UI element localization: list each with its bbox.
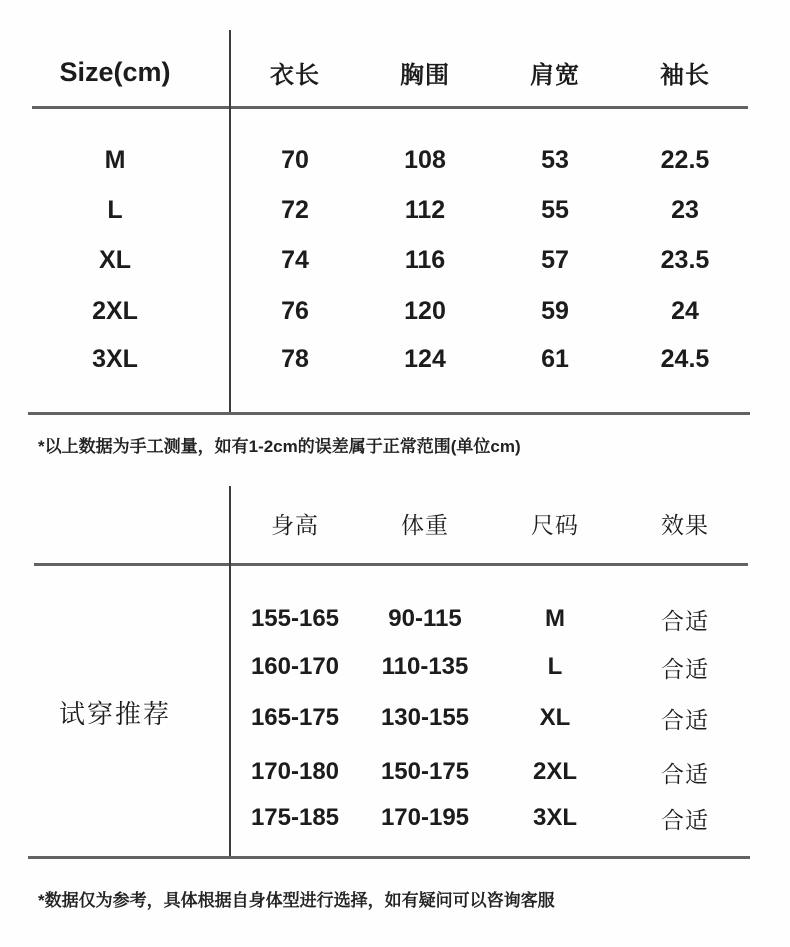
cell-sleeve: 24.5 bbox=[660, 344, 710, 373]
fit-table-header-row bbox=[0, 498, 750, 548]
cell-shoulder: 59 bbox=[541, 296, 569, 325]
table-row bbox=[0, 693, 750, 743]
cell-garment-length: 76 bbox=[281, 296, 309, 325]
cell-sleeve: 23.5 bbox=[660, 245, 710, 274]
cell-size: 2XL bbox=[532, 758, 577, 785]
column-header-effect: 效果 bbox=[661, 511, 709, 538]
cell-effect: 合适 bbox=[661, 706, 709, 733]
table-row bbox=[0, 793, 750, 843]
cell-size: M bbox=[545, 605, 565, 632]
cell-shoulder: 61 bbox=[541, 344, 569, 373]
size-label: XL bbox=[99, 245, 131, 274]
cell-chest: 116 bbox=[404, 245, 446, 274]
table-row bbox=[0, 135, 750, 185]
table-row bbox=[0, 334, 750, 384]
cell-sleeve: 24 bbox=[671, 296, 699, 325]
cell-garment-length: 72 bbox=[281, 195, 309, 224]
cell-shoulder: 53 bbox=[541, 145, 569, 174]
cell-size: 3XL bbox=[532, 804, 577, 831]
cell-garment-length: 70 bbox=[281, 145, 309, 174]
table-row bbox=[0, 235, 750, 285]
cell-size: XL bbox=[539, 704, 571, 731]
cell-weight-range: 90-115 bbox=[388, 605, 462, 632]
cell-height-range: 170-180 bbox=[250, 758, 340, 785]
cell-garment-length: 74 bbox=[281, 245, 309, 274]
size-label: L bbox=[107, 195, 123, 224]
cell-sleeve: 23 bbox=[671, 195, 699, 224]
cell-size: L bbox=[547, 653, 563, 680]
fit-table-row-label: 试穿推荐 bbox=[58, 698, 171, 729]
size-table-header-row bbox=[0, 47, 750, 97]
cell-height-range: 155-165 bbox=[250, 605, 340, 632]
cell-shoulder: 57 bbox=[541, 245, 569, 274]
table-row bbox=[0, 747, 750, 797]
table-row bbox=[0, 594, 750, 644]
cell-weight-range: 170-195 bbox=[380, 804, 470, 831]
size-label: 2XL bbox=[92, 296, 138, 325]
column-header-size: 尺码 bbox=[531, 511, 579, 538]
column-header-garment-length: 衣长 bbox=[270, 61, 320, 89]
column-header-height: 身高 bbox=[271, 511, 319, 538]
cell-effect: 合适 bbox=[661, 607, 709, 634]
reference-note: *数据仅为参考，具体根据自身体型进行选择，如有疑问可以咨询客服 bbox=[38, 891, 555, 910]
cell-weight-range: 130-155 bbox=[380, 704, 470, 731]
column-header-sleeve: 袖长 bbox=[660, 61, 710, 89]
column-header-weight: 体重 bbox=[401, 511, 449, 538]
cell-height-range: 175-185 bbox=[250, 804, 340, 831]
size-table-title: Size(cm) bbox=[59, 56, 171, 87]
cell-height-range: 165-175 bbox=[250, 704, 340, 731]
table-row bbox=[0, 286, 750, 336]
fit-table-header-divider bbox=[34, 563, 748, 566]
cell-weight-range: 110-135 bbox=[381, 653, 469, 680]
cell-chest: 108 bbox=[404, 145, 446, 174]
cell-weight-range: 150-175 bbox=[380, 758, 470, 785]
table-row bbox=[0, 185, 750, 235]
cell-effect: 合适 bbox=[661, 655, 709, 682]
column-header-shoulder: 肩宽 bbox=[530, 61, 580, 89]
cell-shoulder: 55 bbox=[541, 195, 569, 224]
size-label: M bbox=[104, 145, 126, 174]
cell-chest: 112 bbox=[404, 195, 446, 224]
size-table-header-divider bbox=[32, 106, 748, 109]
table-row bbox=[0, 642, 750, 692]
cell-sleeve: 22.5 bbox=[660, 145, 710, 174]
cell-height-range: 160-170 bbox=[250, 653, 340, 680]
cell-garment-length: 78 bbox=[281, 344, 309, 373]
size-label: 3XL bbox=[92, 344, 138, 373]
cell-effect: 合适 bbox=[661, 760, 709, 787]
measurement-note: *以上数据为手工测量，如有1-2cm的误差属于正常范围(单位cm) bbox=[38, 437, 521, 456]
fit-table-bottom-divider bbox=[28, 856, 750, 859]
cell-effect: 合适 bbox=[661, 806, 709, 833]
column-header-chest: 胸围 bbox=[400, 61, 450, 89]
cell-chest: 124 bbox=[404, 344, 446, 373]
cell-chest: 120 bbox=[404, 296, 446, 325]
size-table-bottom-divider bbox=[28, 412, 750, 415]
